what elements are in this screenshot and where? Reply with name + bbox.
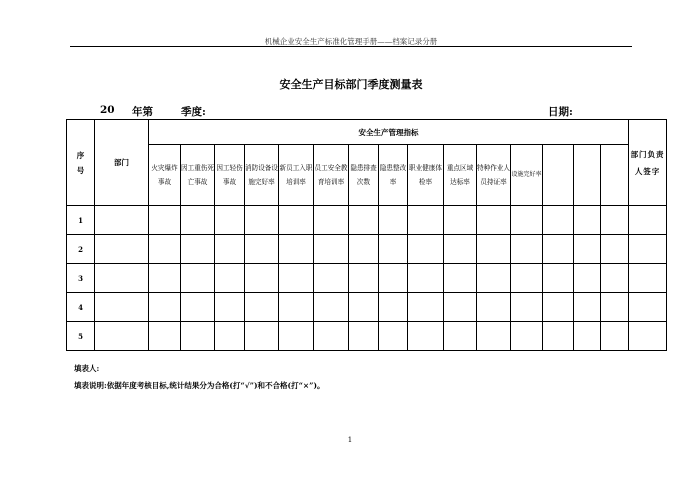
filler-label: 填表人: [74,364,100,373]
sign-cell[interactable] [629,264,667,293]
indicator-cell[interactable] [349,206,379,235]
indicator-cell[interactable] [574,322,601,351]
header-rule [70,46,632,47]
indicator-cell[interactable] [574,235,601,264]
indicator-cell[interactable] [601,235,629,264]
indicator-cell[interactable] [543,264,574,293]
indicator-cell[interactable] [601,264,629,293]
indicator-cell[interactable] [215,293,245,322]
indicator-safety-education: 员工安全教育培训率 [314,145,349,206]
indicator-cell[interactable] [379,235,408,264]
dept-cell[interactable] [95,235,149,264]
indicator-fire-equipment: 消防设备设施完好率 [245,145,279,206]
indicator-cell[interactable] [149,264,181,293]
indicator-cell[interactable] [349,322,379,351]
indicator-cell[interactable] [511,264,543,293]
indicator-cell[interactable] [314,264,349,293]
indicator-cell[interactable] [543,235,574,264]
indicator-cell[interactable] [149,322,181,351]
indicator-cell[interactable] [314,235,349,264]
indicator-cell[interactable] [349,264,379,293]
indicator-cell[interactable] [379,322,408,351]
row-number: 5 [67,322,95,351]
table-row [67,322,667,351]
indicator-cell[interactable] [215,322,245,351]
indicator-cell[interactable] [408,235,444,264]
indicator-cell[interactable] [279,206,314,235]
dept-cell[interactable] [95,322,149,351]
indicator-blank-1[interactable] [543,145,574,206]
running-header: 机械企业安全生产标准化管理手册——档案记录分册 [264,37,438,46]
indicator-cell[interactable] [477,206,511,235]
indicator-cell[interactable] [349,293,379,322]
indicator-cell[interactable] [279,293,314,322]
indicator-cell[interactable] [477,235,511,264]
indicator-cell[interactable] [181,235,215,264]
indicator-cell[interactable] [511,206,543,235]
sign-cell[interactable] [629,206,667,235]
table-row [67,293,667,322]
indicator-cell[interactable] [314,206,349,235]
indicator-cell[interactable] [574,206,601,235]
quarter-label: 季度: [181,106,206,118]
indicator-serious-injury-death: 因工重伤死亡事故 [181,145,215,206]
row-number: 2 [67,235,95,264]
indicator-cell[interactable] [245,206,279,235]
indicator-cell[interactable] [601,293,629,322]
indicator-cell[interactable] [245,264,279,293]
indicator-cell[interactable] [314,322,349,351]
data-rows [67,206,667,351]
year-label: 年第 [132,106,153,118]
indicator-cell[interactable] [543,322,574,351]
indicator-key-area: 重点区域达标率 [444,145,477,206]
indicator-facility-integrity: 设施完好率 [511,145,543,206]
dept-cell[interactable] [95,293,149,322]
date-label: 日期: [548,106,573,118]
dept-header: 部门 [95,120,149,206]
table-row [67,264,667,293]
seq-header [67,120,95,206]
year-prefix: 20 [100,104,115,116]
indicator-cell[interactable] [574,264,601,293]
row-number: 3 [67,264,95,293]
indicator-minor-injury: 因工轻伤事故 [215,145,245,206]
indicator-cell[interactable] [245,322,279,351]
indicator-special-operator-cert: 特种作业人员持证率 [477,145,511,206]
indicator-blank-2[interactable] [574,145,601,206]
seq-header-bottom: 号 [76,165,85,175]
instructions-note: 填表说明:依据年度考核目标,统计结果分为合格(打“√”)和不合格(打“×”)。 [74,381,325,390]
indicator-cell[interactable] [149,206,181,235]
dept-cell[interactable] [95,206,149,235]
indicator-cell[interactable] [215,264,245,293]
indicator-cell[interactable] [444,322,477,351]
indicator-cell[interactable] [408,206,444,235]
indicator-cell[interactable] [181,293,215,322]
indicator-cell[interactable] [601,206,629,235]
indicator-cell[interactable] [477,264,511,293]
indicator-fire-explosion: 火灾爆炸事故 [149,145,181,206]
indicator-cell[interactable] [149,235,181,264]
sign-header: 部门负责人签字 [629,120,667,206]
indicator-blank-3[interactable] [601,145,629,206]
indicator-cell[interactable] [245,293,279,322]
sign-cell[interactable] [629,322,667,351]
indicator-cell[interactable] [279,264,314,293]
indicator-cell[interactable] [444,206,477,235]
indicator-cell[interactable] [574,293,601,322]
indicator-cell[interactable] [379,264,408,293]
indicator-cell[interactable] [349,235,379,264]
indicator-cell[interactable] [408,322,444,351]
indicator-cell[interactable] [444,293,477,322]
indicator-cell[interactable] [477,322,511,351]
indicator-cell[interactable] [408,293,444,322]
indicator-cell[interactable] [181,264,215,293]
indicators-header: 安全生产管理指标 [149,120,629,145]
indicator-cell[interactable] [181,322,215,351]
indicator-cell[interactable] [379,206,408,235]
indicator-cell[interactable] [477,293,511,322]
indicator-cell[interactable] [408,264,444,293]
indicator-cell[interactable] [511,293,543,322]
indicator-cell[interactable] [601,322,629,351]
indicator-cell[interactable] [215,235,245,264]
indicator-cell[interactable] [444,235,477,264]
indicator-cell[interactable] [215,206,245,235]
indicator-cell[interactable] [314,293,349,322]
seq-header-top: 序 [76,150,85,160]
indicator-cell[interactable] [543,293,574,322]
row-number: 4 [67,293,95,322]
indicator-cell[interactable] [511,235,543,264]
indicator-hazard-checks: 隐患排查次数 [349,145,379,206]
indicator-cell[interactable] [511,322,543,351]
indicator-cell[interactable] [279,235,314,264]
indicator-cell[interactable] [444,264,477,293]
indicator-health-checkup: 职业健康体检率 [408,145,444,206]
sign-cell[interactable] [629,235,667,264]
indicator-cell[interactable] [245,235,279,264]
indicator-hazard-rectification: 隐患整改率 [379,145,408,206]
indicator-new-staff-training: 新员工入职培训率 [279,145,314,206]
indicator-cell[interactable] [149,293,181,322]
document-title: 安全生产目标部门季度测量表 [279,78,423,91]
sign-cell[interactable] [629,293,667,322]
page-number: 1 [347,436,353,444]
indicator-cell[interactable] [379,293,408,322]
row-number: 1 [67,206,95,235]
measurement-table [66,119,667,351]
table-row [67,206,667,235]
indicator-cell[interactable] [279,322,314,351]
indicator-cell[interactable] [181,206,215,235]
dept-cell[interactable] [95,264,149,293]
table-row [67,235,667,264]
indicator-cell[interactable] [543,206,574,235]
